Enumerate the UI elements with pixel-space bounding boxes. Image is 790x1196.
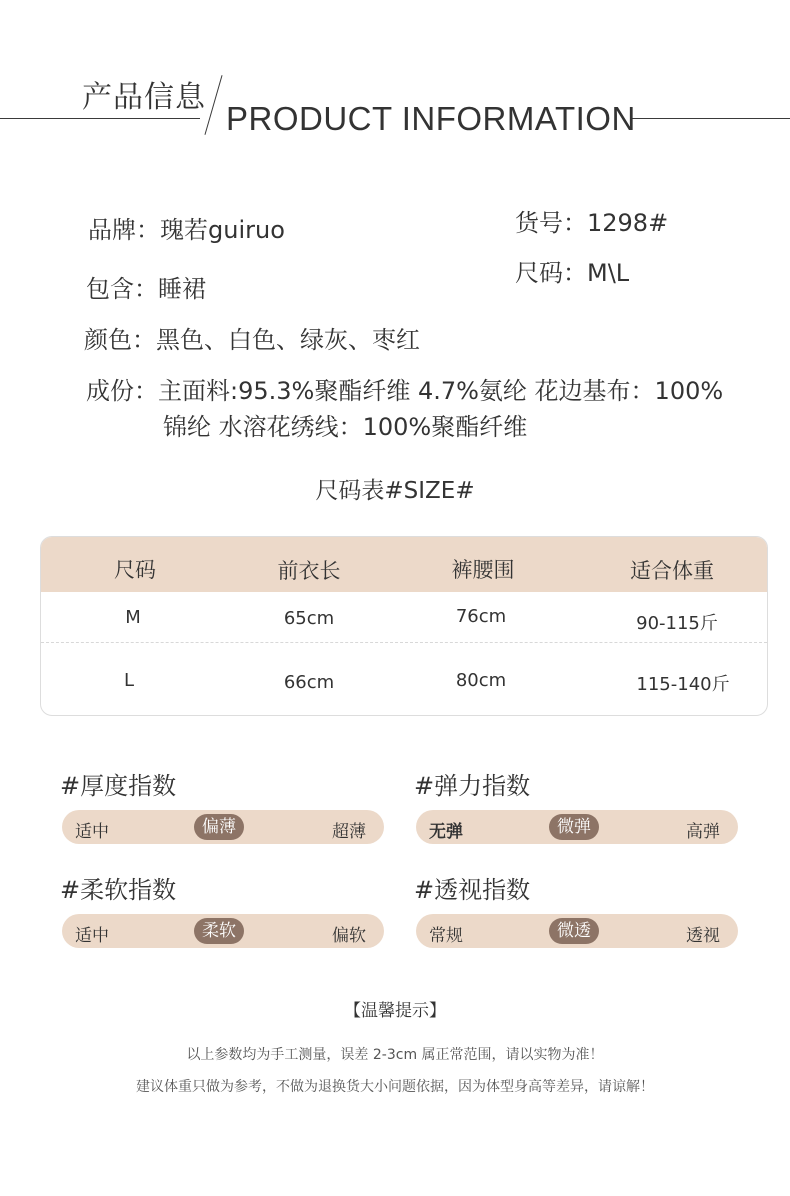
transparency-selected: 微透 <box>549 918 599 944</box>
transparency-bar <box>416 914 738 948</box>
table-row-l-size: L <box>123 670 135 691</box>
header-size: 尺码 <box>114 558 156 582</box>
info-brand <box>88 210 285 245</box>
info-includes <box>86 269 206 304</box>
table-row-l-weight: 115-140斤 <box>636 674 730 695</box>
softness-option-3: 偏软 <box>332 926 366 946</box>
info-size <box>515 253 629 288</box>
thickness-bar <box>62 810 384 844</box>
thickness-selected: 偏薄 <box>194 814 244 840</box>
tips-line-2: 建议体重只做为参考，不做为退换货大小问题依据，因为体型身高等差异，请谅解！ <box>136 1079 654 1095</box>
brand-value: 瑰若guiruo <box>160 216 285 244</box>
thickness-option-3: 超薄 <box>332 822 366 842</box>
header-waist: 裤腰围 <box>451 558 515 582</box>
title-english: PRODUCT INFORMATION <box>226 100 636 137</box>
header-line-right <box>632 118 790 119</box>
info-color <box>84 320 420 355</box>
sku-value: 1298# <box>587 209 669 237</box>
transparency-option-3: 透视 <box>686 926 720 946</box>
transparency-title: #透视指数 <box>414 876 531 904</box>
title-chinese: 产品信息 <box>82 80 206 115</box>
table-row-l-length: 66cm <box>283 672 335 693</box>
elasticity-option-3: 高弹 <box>686 822 720 842</box>
color-label: 颜色： <box>84 326 156 354</box>
header-weight: 适合体重 <box>630 559 714 583</box>
transparency-option-1: 常规 <box>429 926 463 946</box>
elasticity-title: #弹力指数 <box>414 772 531 800</box>
softness-option-1: 适中 <box>75 926 109 946</box>
size-label: 尺码： <box>515 259 587 287</box>
size-value: M\L <box>587 259 630 287</box>
table-row-m-weight: 90-115斤 <box>636 613 718 634</box>
material-label: 成份： <box>86 377 158 405</box>
softness-bar <box>62 914 384 948</box>
thickness-title: #厚度指数 <box>60 772 177 800</box>
info-material <box>86 371 723 406</box>
color-value: 黑色、白色、绿灰、枣红 <box>156 326 420 354</box>
table-row-m-size: M <box>125 607 141 628</box>
info-sku <box>515 203 668 238</box>
elasticity-option-1: 无弹 <box>429 822 463 842</box>
tips-line-1: 以上参数均为手工测量，误差 2-3cm 属正常范围，请以实物为准！ <box>186 1047 604 1063</box>
table-row-l-waist: 80cm <box>455 670 507 691</box>
tips-title: 【温馨提示】 <box>344 1001 446 1021</box>
thickness-option-1: 适中 <box>75 822 109 842</box>
header-front-length: 前衣长 <box>277 559 341 583</box>
includes-label: 包含： <box>86 275 158 303</box>
material-line-2: 锦纶 水溶花绣线：100%聚酯纤维 <box>163 413 528 441</box>
elasticity-bar <box>416 810 738 844</box>
sku-label: 货号： <box>515 209 587 237</box>
elasticity-selected: 微弹 <box>549 814 599 840</box>
table-row-m-waist: 76cm <box>455 606 507 627</box>
size-table-title: 尺码表#SIZE# <box>315 478 475 504</box>
table-row-m-length: 65cm <box>283 608 335 629</box>
header-line-left <box>0 118 200 119</box>
softness-selected: 柔软 <box>194 918 244 944</box>
size-table-header <box>41 537 767 592</box>
table-row-divider <box>41 642 767 643</box>
material-line-1: 主面料:95.3%聚酯纤维 4.7%氨纶 花边基布：100% <box>158 377 724 405</box>
brand-label: 品牌： <box>88 216 160 244</box>
size-table <box>40 536 768 716</box>
softness-title: #柔软指数 <box>60 876 177 904</box>
includes-value: 睡裙 <box>158 275 206 303</box>
header-slash <box>204 75 222 135</box>
